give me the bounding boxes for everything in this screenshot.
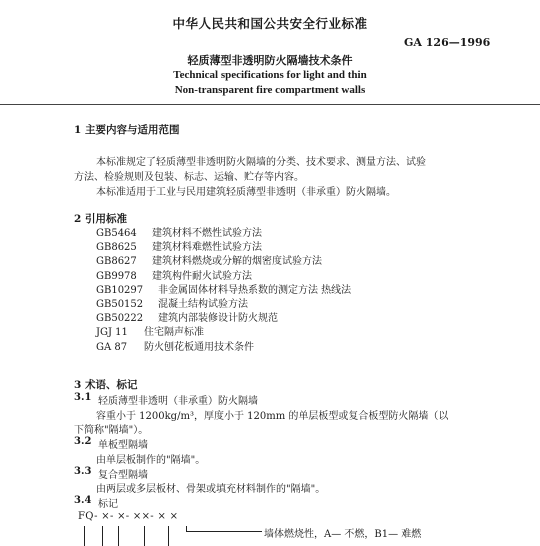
reference-title: 建筑材料不燃性试验方法 [152,228,262,239]
title-chinese: 轻质薄型非透明防火隔墙技术条件 [187,54,353,67]
reference-title: 防火刨花板通用技术条件 [144,341,254,353]
clause-3-1-number: 3.1 [74,392,92,403]
reference-item [96,298,351,312]
reference-list [96,227,351,355]
reference-item [96,241,351,255]
reference-code: JGJ 11 [96,327,128,339]
reference-title: 住宅隔声标准 [144,327,204,339]
marking-leader-line [168,526,169,546]
reference-item [96,312,351,326]
reference-item [96,255,351,269]
reference-title: 建筑内部装修设计防火规范 [158,313,278,325]
reference-code: GA 87 [96,341,128,353]
section-3-heading: 3 术语、标记 [74,379,138,391]
standard-number: GA 126—1996 [404,36,491,49]
clause-3-2-body: 由单层板制作的"隔墙"。 [96,455,206,466]
clause-3-4-title: 标记 [98,499,118,510]
marking-leader-line [118,526,119,546]
clause-3-1-body-line-2: 下简称"隔墙"）。 [74,425,149,436]
section-1-paragraph-1-line-2: 方法、检验规则及包装、标志、运输、贮存等内容。 [74,172,304,183]
reference-code: GB5464 [96,228,137,239]
section-1-paragraph-2: 本标准适用于工业与民用建筑轻质薄型非透明（非承重）防火隔墙。 [96,187,396,198]
reference-title: 建筑构件耐火试验方法 [152,270,252,282]
reference-item [96,270,351,284]
marking-legend-item: 墙体燃烧性，A— 不燃，B1— 难燃 [264,529,422,540]
clause-3-3-body: 由两层或多层板材、骨架或填充材料制作的"隔墙"。 [96,484,326,495]
clause-3-1-body-line-1: 容重小于 1200kg/m³，厚度小于 120mm 的单层板型或复合板型防火隔墙（以 [96,411,449,422]
reference-code: GB8627 [96,256,137,268]
reference-code: GB8625 [96,242,137,254]
section-2-heading: 2 引用标准 [74,213,127,225]
clause-3-2-number: 3.2 [74,436,92,447]
reference-title: 混凝土结构试验方法 [158,299,248,311]
header-divider [0,104,540,105]
reference-item [96,326,351,340]
title-english-line-1: Technical specifications for light and thin [173,69,367,81]
clause-3-1-title: 轻质薄型非透明（非承重）防火隔墙 [98,396,258,407]
clause-3-3-title: 复合型隔墙 [98,470,148,481]
standard-org-heading: 中华人民共和国公共安全行业标准 [172,16,368,31]
reference-title: 建筑材料难燃性试验方法 [152,242,262,254]
reference-item [96,227,351,241]
reference-title: 非金属固体材料导热系数的测定方法 热线法 [158,284,352,296]
reference-code: GB50222 [96,313,144,325]
marking-leader-line [102,526,103,546]
marking-code: FQ- ×- ×- ××- × × [78,511,179,522]
section-1-paragraph-1-line-1: 本标准规定了轻质薄型非透明防火隔墙的分类、技术要求、测量方法、试验 [96,157,426,168]
reference-item [96,341,351,355]
reference-code: GB10297 [96,284,144,296]
marking-leader-line [144,526,145,546]
clause-3-4-number: 3.4 [74,495,92,506]
reference-item [96,284,351,298]
reference-title: 建筑材料燃烧或分解的烟密度试验方法 [152,256,322,268]
marking-leader-line [84,526,85,546]
clause-3-3-number: 3.3 [74,466,92,477]
clause-3-2-title: 单板型隔墙 [98,440,148,451]
marking-leader-line [186,531,262,532]
reference-code: GB50152 [96,299,144,311]
section-1-heading: 1 主要内容与适用范围 [74,124,180,136]
title-english-line-2: Non-transparent fire compartment walls [174,84,366,96]
reference-code: GB9978 [96,270,137,282]
